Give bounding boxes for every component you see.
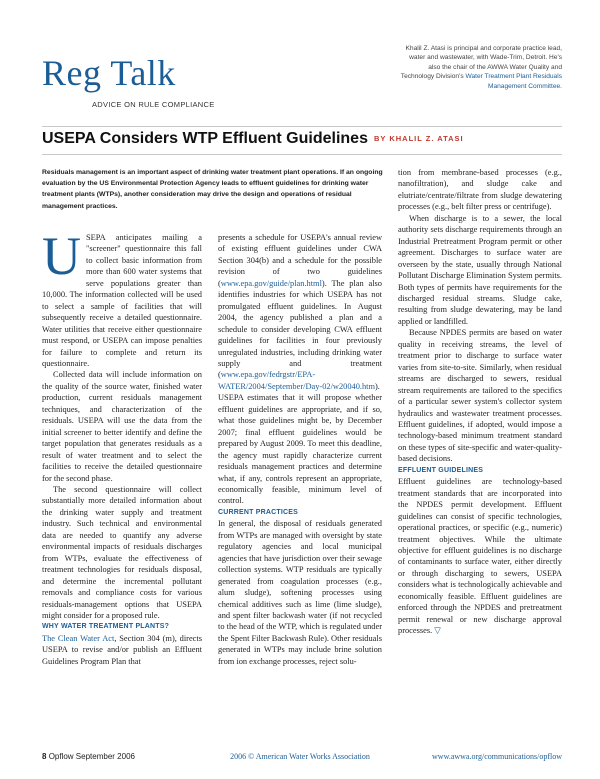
end-mark-icon: ▽ — [434, 626, 441, 636]
article-lead: Residuals management is an important aspect of drinking water treatment plant operations. If an ongoing evaluation by the US Environmental Protection Agency leads to effluent guidelines for drinking water treatment plants (WTPs), another consideration may drive the design and operations of residual management practices. — [42, 169, 383, 210]
subhead-effluent-guidelines: EFFLUENT GUIDELINES — [398, 466, 484, 474]
column-2 — [218, 232, 382, 667]
fedrgstr-link[interactable]: www.epa.gov/fedrgstr/EPA-WATER/2004/September/Day-02/w20040.htm — [218, 370, 376, 391]
footer-url[interactable]: www.awwa.org/communications/opflow — [432, 752, 562, 761]
paragraph-7: tion from membrane-based processes (e.g., nanofiltration), and sludge cake and elutriate/centrate/filtrate from sludge dewatering processes (e.g., belt filter press or centrifuge). — [398, 168, 562, 212]
author-note — [398, 44, 562, 91]
paragraph-2: Collected data will include information on the quality of the source water, finished water production, current residuals management techniques, and characterization of the residuals. USEPA will use the data from the initial screener to better identify and define the target population that generates residuals as a result of water treatment and to select the facilities to receive the detailed questionnaire for the second phase. — [42, 370, 202, 483]
masthead-tagline: ADVICE ON RULE COMPLIANCE — [92, 100, 215, 109]
headline-divider — [42, 154, 562, 155]
paragraph-10 — [398, 476, 562, 636]
paragraph-9: Because NPDES permits are based on water quality in receiving streams, the level of treatment prior to discharge to surface water varies from site-to-site. Similarly, when residual streams are discharged to sewers, residual stream requirements are tailored to the specifics of a particular sewer system's collector system hydraulics and wastewater treatment processes. Effluent guidelines, if adopted, would impose a technology-based minimum treatment standard on these types of site-specific and water-quality-based decisions. — [398, 328, 562, 464]
paragraph-1-text: SEPA anticipates mailing a "screener" questionnaire this fall to collect basic information from more than 600 water systems that serve populations greater than 10,000. The information collected will be used to select a sample of facilities that will subsequently receive a detailed questionnaire. Water utilities that receive either questionnaire must respond, or USEPA can impose penalties for failure to complete and return its questionnaire. — [42, 233, 202, 368]
headline-text: USEPA Considers WTP Effluent Guidelines — [42, 130, 368, 147]
paragraph-5-text-a: presents a schedule for USEPA's annual review of existing effluent guidelines under CWA Section 304(b) and a schedule for the possible revision of two guidelines ( — [218, 233, 382, 288]
author-note-committee: Water Treatment Plant Residuals Management Committee. — [465, 73, 562, 90]
subhead-why-wtp: WHY WATER TREATMENT PLANTS? — [42, 623, 170, 631]
paragraph-1 — [42, 226, 202, 369]
column-3 — [398, 167, 562, 637]
drop-cap: U — [42, 226, 81, 286]
publication-date: Opflow September 2006 — [48, 752, 135, 761]
author-note-text: Khalil Z. Atasi is principal and corporate practice lead, water and wastewater, with Wade-Trim, Detroit. He's also the chair of the AWWA Water Quality and Technology Division's — [400, 45, 562, 81]
paragraph-5-text-b: ). The plan also identifies industries for which USEPA has not promulgated effluent guidelines. In August 2004, the agency published a plan and a schedule to consider developing CWA effluent guidelines for facilities in four previously unregulated industries, including drinking water supply and treatment ( — [218, 278, 382, 380]
clean-water-act-link[interactable]: The Clean Water Act — [42, 633, 115, 643]
masthead-title: Reg Talk — [42, 53, 176, 93]
paragraph-4-text: , Section 304 (m), directs USEPA to revise and/or publish an Effluent Guidelines Program Plan that — [42, 633, 202, 666]
paragraph-4 — [42, 633, 202, 667]
paragraph-5-text-c: ). USEPA estimates that it will propose whether effluent guidelines are appropriate, and if so, what those guidelines might be, by December 2007; final effluent guidelines would be prepared by August 2009. To meet this deadline, the agency must rapidly characterize current residuals management practices and determine what, if any, controls represent an appropriate, economically feasible, minimum level of control. — [218, 381, 382, 506]
footer-copyright: 2006 © American Water Works Association — [230, 752, 370, 761]
page-number: 8 — [42, 752, 47, 761]
byline: BY KHALIL Z. ATASI — [373, 134, 464, 144]
paragraph-5 — [218, 232, 382, 507]
paragraph-8: When discharge is to a sewer, the local authority sets discharge requirements through an Industrial Pretreatment Program permit or other agreement. Discharges to surface water are overseen by the state, usually through National Pollutant Discharge Elimination System permits. Both types of permits have requirements for the discharged residual streams. Sludge cake, resulting from sludge dewatering, may be land applied or landfilled. — [398, 213, 562, 326]
article-headline — [42, 130, 464, 148]
paragraph-10-text: Effluent guidelines are technology-based treatment standards that are incorporated into the NPDES permit development. Effluent guidelines can consist of specific technologies, operational practices, or specific (e.g., numeric) treatment objectives. While the ultimate objective for effluent guidelines is no discharge of contaminants to surface water, either directly or through discharging to sewers, USEPA considers what is technologically achievable and economically feasible. Effluent guidelines are enforced through the NPDES and pretreatment permit renewal or new discharge approval processes. — [398, 477, 562, 636]
guide-plan-link[interactable]: www.epa.gov/guide/plan.html — [220, 278, 322, 288]
paragraph-6: In general, the disposal of residuals generated from WTPs are managed with oversight by state regulatory agencies and local municipal agencies that have jurisdiction over their sewage collection systems. WTP residuals are typically generated from coagulation processes (e.g., alum sludge), softening processes using chemical additives such as lime (lime sludge), and spent filter backwash water (if not recycled to the head of the WTP, which is regulated under the Spent Filter Backwash Rule). Other residuals generated in WTPs may include brine solution from ion exchange processes, reject solu- — [218, 519, 382, 666]
column-1 — [42, 226, 202, 667]
top-divider — [42, 126, 562, 127]
paragraph-3: The second questionnaire will collect substantially more detailed information about the drinking water supply and treatment industry. Such technical and environmental data are needed to quantify any adverse environmental impacts of residuals discharges from WTPs, evaluate the effectiveness of treatment technologies for residuals disposal, and determine the incremental pollutant removals and compliance costs for various residuals-management options that USEPA might consider for a proposed rule. — [42, 484, 202, 620]
subhead-current-practices: CURRENT PRACTICES — [218, 508, 299, 516]
